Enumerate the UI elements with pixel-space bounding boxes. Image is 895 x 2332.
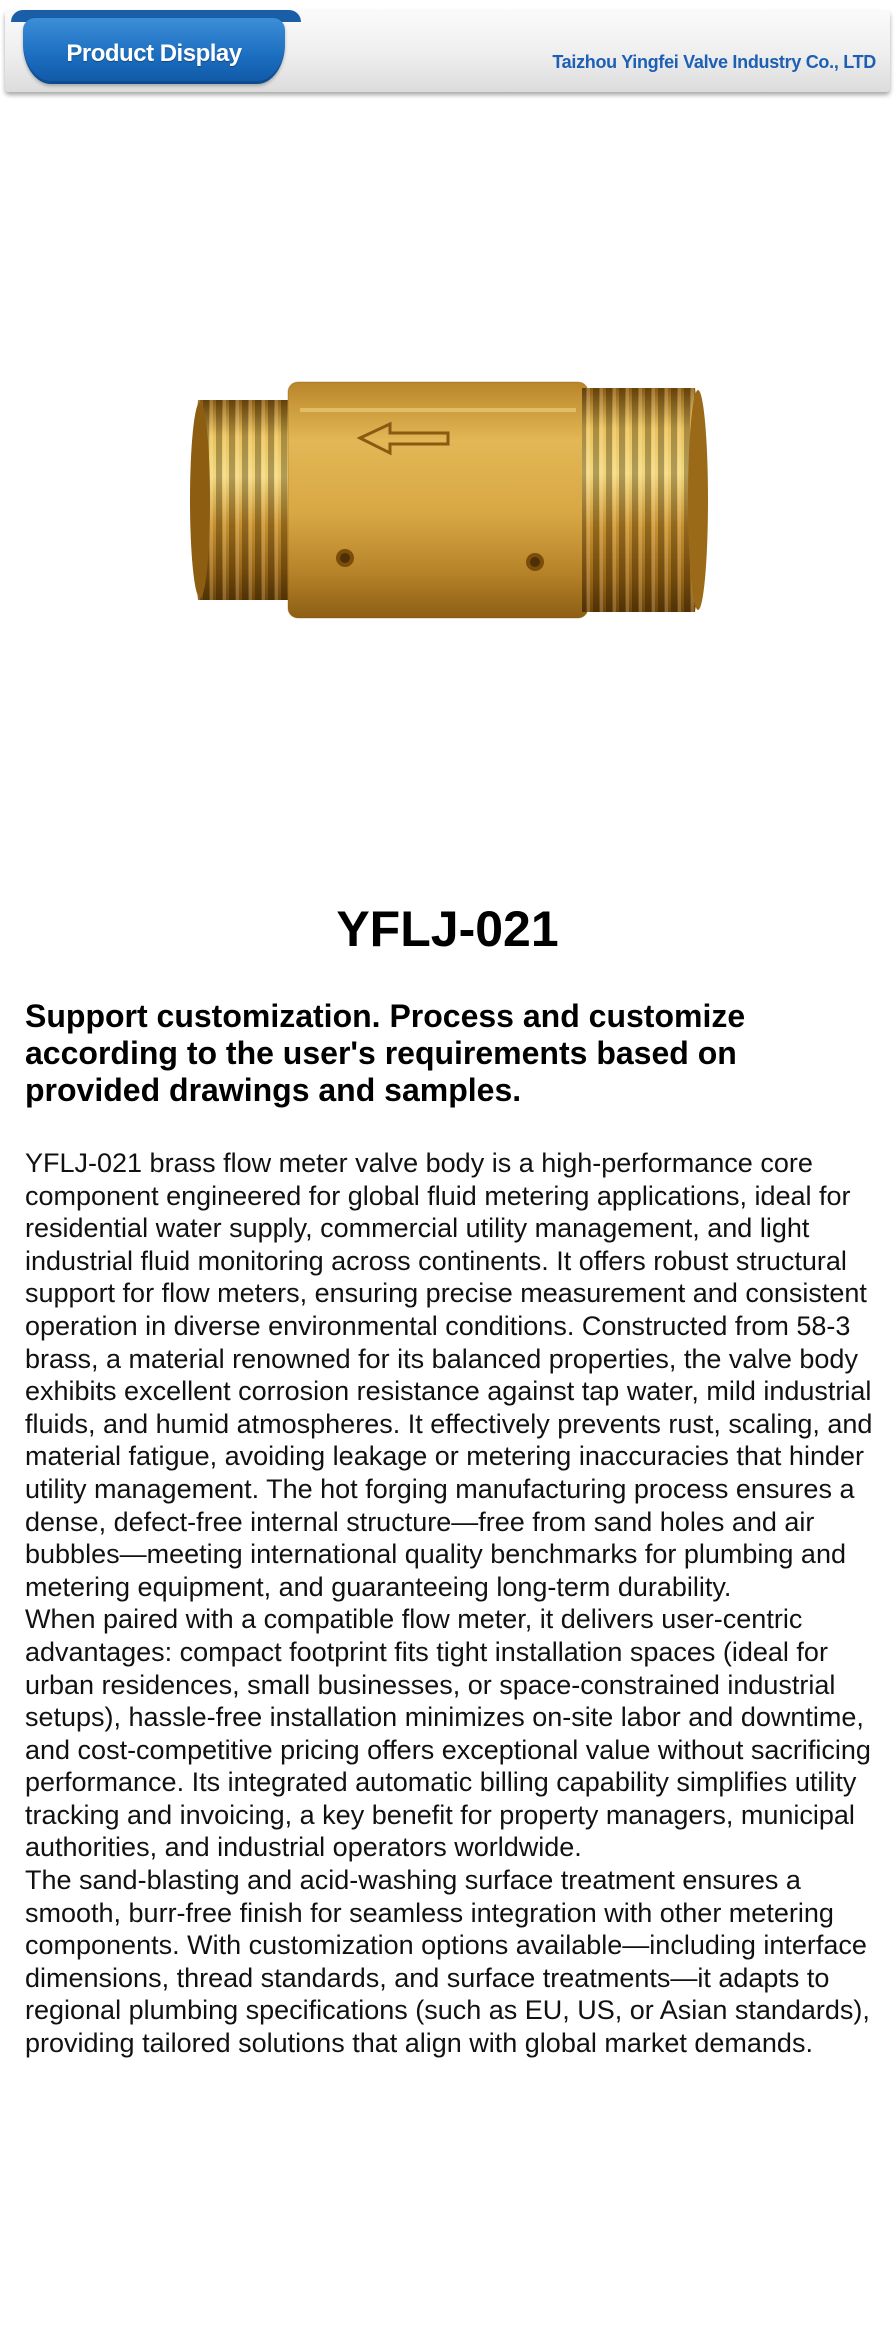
product-display-tab [23, 18, 285, 84]
company-name: Taizhou Yingfei Valve Industry Co., LTD [552, 52, 876, 72]
header-banner [5, 10, 890, 92]
product-subtitle: Support customization. Process and customize according to the user's requirements based on provided drawings and samples. [25, 998, 746, 1108]
description-paragraph: The sand-blasting and acid-washing surface treatment ensures a smooth, burr-free finish for seamless integration with other metering components. With customization options available—including interface dimensions, thread standards, and surface treatments—it adapts to regional plumbing specifications (such as EU, US, or Asian standards), providing tailored solutions that align with global market demands. [25, 1865, 870, 2059]
description-paragraph: When paired with a compatible flow meter, it delivers user-centric advantages: compact footprint fits tight installation spaces (ideal for urban residences, small businesses, or space-constrained industrial setups), hassle-free installation minimizes on-site labor and downtime, and cost-competitive pricing offers exceptional value without sacrificing performance. Its integrated automatic billing capability simplifies utility tracking and invoicing, a key benefit for property managers, municipal authorities, and industrial operators worldwide. [25, 1604, 871, 1863]
tab-label: Product Display [66, 40, 242, 67]
product-description [25, 1147, 877, 2060]
product-model: YFLJ-021 [336, 901, 559, 957]
description-paragraph: YFLJ-021 brass flow meter valve body is a high-performance core component engineered for global fluid metering applications, ideal for residential water supply, commercial utility management, and light industrial fluid monitoring across continents. It offers robust structural support for flow meters, ensuring precise measurement and consistent operation in diverse environmental conditions. Constructed from 58-3 brass, a material renowned for its balanced properties, the valve body exhibits excellent corrosion resistance against tap water, mild industrial fluids, and humid atmospheres. It effectively prevents rust, scaling, and material fatigue, avoiding leakage or metering inaccuracies that hinder utility management. The hot forging manufacturing process ensures a dense, defect-free internal structure—free from sand holes and air bubbles—meeting international quality benchmarks for plumbing and metering equipment, and guaranteeing long-term durability. [25, 1148, 873, 1602]
product-image [190, 370, 710, 630]
